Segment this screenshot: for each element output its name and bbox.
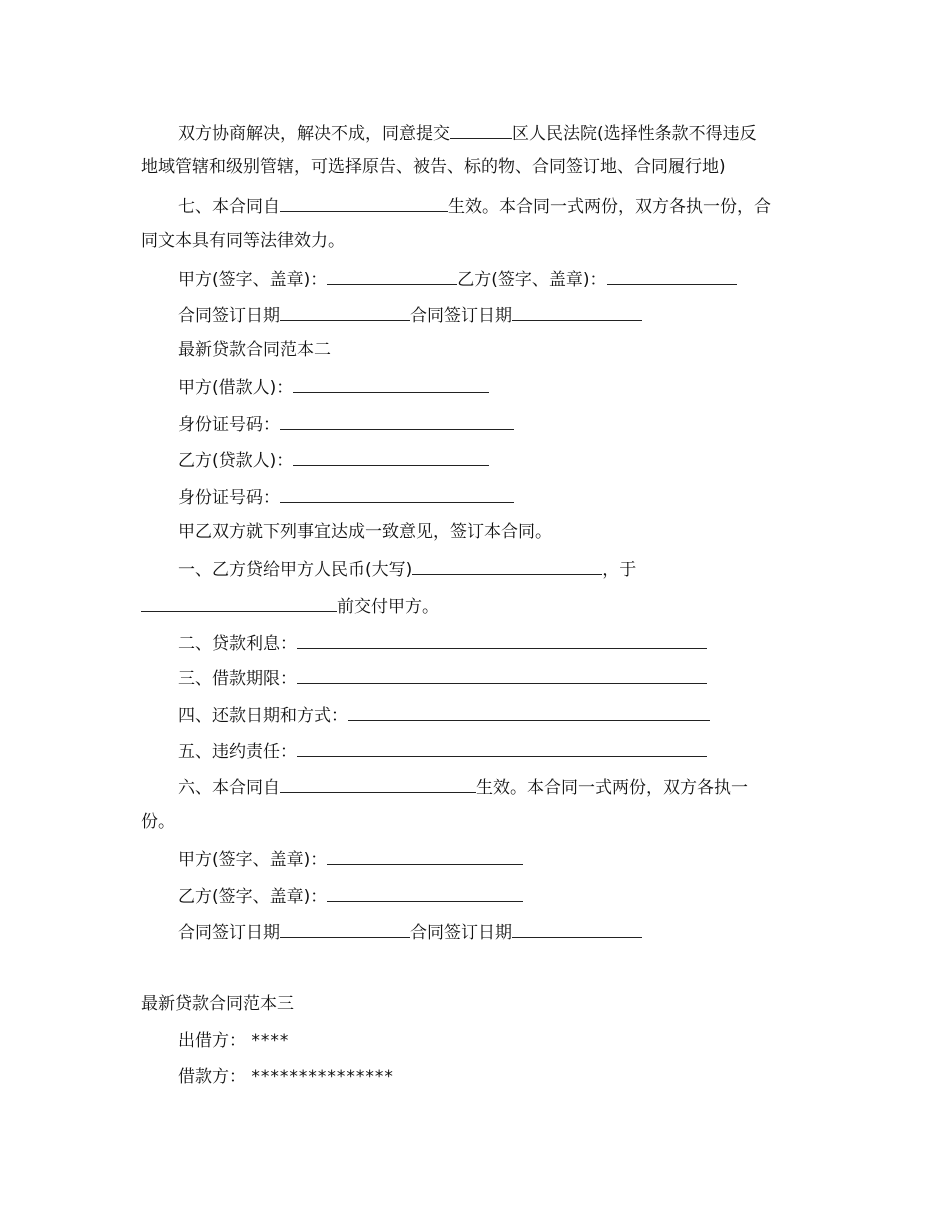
interest-blank[interactable] bbox=[297, 630, 707, 649]
delivery-date-blank[interactable] bbox=[141, 593, 337, 612]
date-blank-c[interactable] bbox=[280, 919, 410, 938]
item-three-row bbox=[178, 665, 707, 689]
item-six-row bbox=[178, 774, 748, 798]
item-one-cont-text: 前交付甲方。 bbox=[337, 597, 439, 617]
effective-date-blank[interactable] bbox=[280, 193, 448, 212]
item-five-label: 五、违约责任： bbox=[178, 742, 297, 762]
repayment-blank[interactable] bbox=[348, 702, 710, 721]
signature-row-2b bbox=[178, 883, 523, 907]
court-clause-text-a: 双方协商解决，解决不成，同意提交 bbox=[178, 124, 450, 144]
effective-clause-continuation: 同文本具有同等法律效力。 bbox=[141, 231, 345, 251]
item-six-text-a: 六、本合同自 bbox=[178, 778, 280, 798]
lender-label: 乙方(贷款人)： bbox=[178, 451, 294, 471]
date-label-a: 合同签订日期 bbox=[178, 306, 280, 326]
item-one-continuation bbox=[141, 593, 439, 617]
template-two-title: 最新贷款合同范本二 bbox=[178, 340, 331, 360]
party-a-sign-label: 甲方(签字、盖章)： bbox=[178, 270, 328, 290]
effective-text-a: 七、本合同自 bbox=[178, 197, 280, 217]
date-label-c: 合同签订日期 bbox=[178, 923, 280, 943]
lender-blank[interactable] bbox=[293, 447, 489, 466]
party-a-sign-blank[interactable] bbox=[327, 266, 457, 285]
borrower3-label: 借款方： bbox=[178, 1067, 246, 1087]
lender-row bbox=[178, 447, 489, 471]
paragraph-effective-clause bbox=[178, 193, 771, 217]
date-blank-a[interactable] bbox=[280, 302, 410, 321]
party-b-sign-label: 乙方(签字、盖章)： bbox=[457, 270, 607, 290]
sign-date-row-2 bbox=[178, 919, 642, 943]
item-two-label: 二、贷款利息： bbox=[178, 634, 297, 654]
item-three-label: 三、借款期限： bbox=[178, 669, 297, 689]
borrower-id-label: 身份证号码： bbox=[178, 415, 280, 435]
court-blank[interactable] bbox=[450, 120, 512, 139]
borrower3-value: *************** bbox=[251, 1067, 394, 1087]
item-two-row bbox=[178, 630, 707, 654]
court-clause-continuation: 地域管辖和级别管辖，可选择原告、被告、标的物、合同签订地、合同履行地) bbox=[141, 157, 726, 177]
borrower-id-row bbox=[178, 411, 514, 435]
signature-row-2a bbox=[178, 846, 523, 870]
party-a-sign-blank-2[interactable] bbox=[327, 846, 523, 865]
template-three-title: 最新贷款合同范本三 bbox=[141, 994, 294, 1014]
item-one-row bbox=[178, 556, 636, 580]
loan-amount-blank[interactable] bbox=[412, 556, 602, 575]
item-six-continuation: 份。 bbox=[141, 812, 175, 832]
lender-id-blank[interactable] bbox=[280, 484, 514, 503]
lender3-row bbox=[178, 1029, 289, 1053]
borrower-id-blank[interactable] bbox=[280, 411, 514, 430]
sign-date-row-1 bbox=[178, 302, 642, 326]
item-four-row bbox=[178, 702, 710, 726]
party-b-sign-blank-2[interactable] bbox=[327, 883, 523, 902]
liability-blank[interactable] bbox=[297, 738, 707, 757]
item-six-date-blank[interactable] bbox=[280, 774, 476, 793]
agreement-intro: 甲乙双方就下列事宜达成一致意见，签订本合同。 bbox=[178, 522, 552, 542]
item-one-text-b: ，于 bbox=[602, 560, 637, 580]
borrower-label: 甲方(借款人)： bbox=[178, 378, 294, 398]
party-a-sign-label-2: 甲方(签字、盖章)： bbox=[178, 850, 328, 870]
paragraph-court-clause bbox=[178, 120, 757, 144]
effective-text-b: 生效。本合同一式两份，双方各执一份，合 bbox=[448, 197, 771, 217]
lender3-label: 出借方： bbox=[178, 1031, 246, 1051]
item-six-text-b: 生效。本合同一式两份，双方各执一 bbox=[476, 778, 748, 798]
date-blank-d[interactable] bbox=[512, 919, 642, 938]
date-label-d: 合同签订日期 bbox=[410, 923, 512, 943]
date-label-b: 合同签订日期 bbox=[410, 306, 512, 326]
borrower3-row bbox=[178, 1065, 394, 1089]
party-b-sign-label-2: 乙方(签字、盖章)： bbox=[178, 887, 328, 907]
lender3-value: **** bbox=[251, 1031, 290, 1051]
borrower-row bbox=[178, 374, 489, 398]
item-one-text-a: 一、乙方贷给甲方人民币(大写) bbox=[178, 560, 413, 580]
item-five-row bbox=[178, 738, 707, 762]
loan-term-blank[interactable] bbox=[297, 665, 707, 684]
lender-id-label: 身份证号码： bbox=[178, 488, 280, 508]
party-b-sign-blank[interactable] bbox=[607, 266, 737, 285]
date-blank-b[interactable] bbox=[512, 302, 642, 321]
lender-id-row bbox=[178, 484, 514, 508]
borrower-blank[interactable] bbox=[293, 374, 489, 393]
signature-row-1 bbox=[178, 266, 737, 290]
court-clause-text-b: 区人民法院(选择性条款不得违反 bbox=[512, 124, 757, 144]
item-four-label: 四、还款日期和方式： bbox=[178, 706, 348, 726]
